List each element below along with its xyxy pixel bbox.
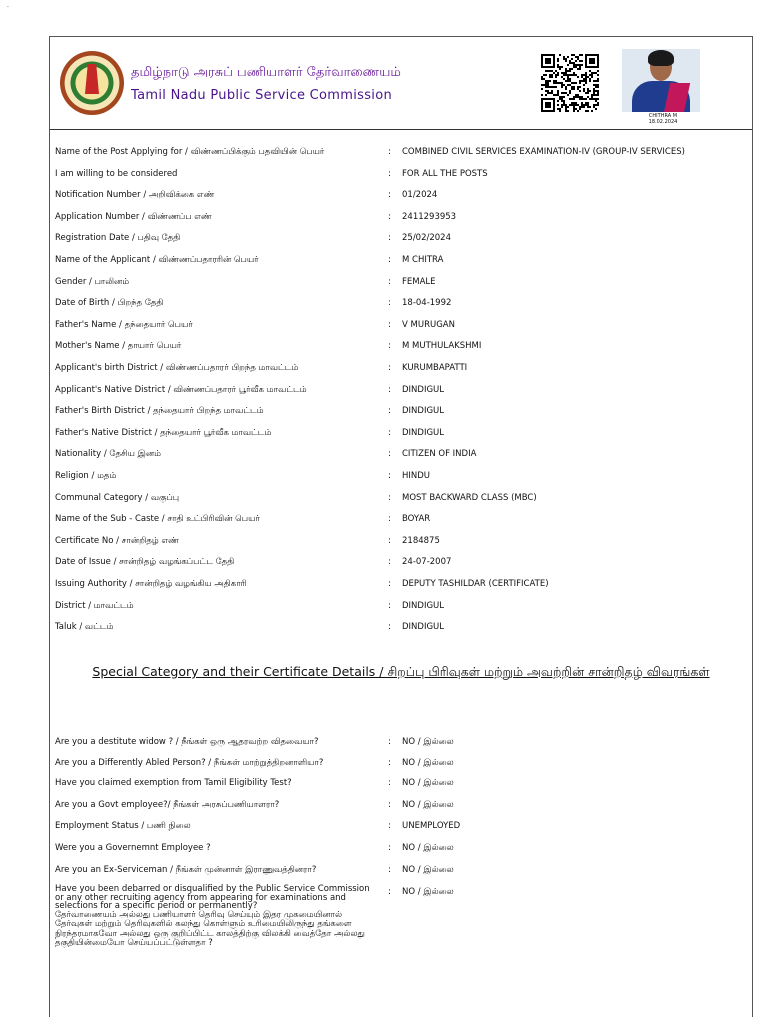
special-category-title: Special Category and their Certificate Details / சிறப்பு பிரிவுகள் மற்றும் அவற்றின் சான்றிதழ் விவரங்கள் [92, 664, 710, 679]
title-english: Tamil Nadu Public Service Commission [131, 88, 392, 103]
field-label: Certificate No / சான்றிதழ் எண் [55, 535, 179, 546]
separator: : [388, 737, 391, 747]
field-value: NO / இல்லை [402, 800, 454, 810]
separator: : [388, 319, 391, 330]
separator: : [388, 887, 391, 897]
field-value: DINDIGUL [402, 622, 445, 633]
field-value: NO / இல்லை [402, 865, 454, 875]
field-value: 01/2024 [402, 190, 438, 201]
separator: : [388, 276, 391, 287]
separator: : [388, 865, 391, 875]
field-label: Registration Date / பதிவு தேதி [55, 233, 181, 244]
field-value: DINDIGUL [402, 600, 445, 611]
qr-code-icon [541, 54, 599, 112]
field-value: M CHITRA [402, 255, 444, 265]
separator: : [388, 449, 391, 460]
field-label: District / மாவட்டம் [55, 600, 134, 611]
separator: : [388, 190, 391, 201]
field-label: Name of the Post Applying for / விண்ணப்பிக்கும் பதவியின் பெயர் [55, 147, 325, 157]
field-label: Applicant's Native District / விண்ணப்பதாரர் பூர்வீக மாவட்டம் [55, 384, 307, 395]
field-label: Were you a Governemnt Employee ? [55, 843, 211, 853]
separator: : [388, 843, 391, 853]
separator: : [388, 427, 391, 438]
separator: : [388, 384, 391, 395]
field-label: I am willing to be considered [55, 168, 178, 179]
header-divider [50, 129, 752, 130]
field-value: NO / இல்லை [402, 758, 454, 768]
field-value: 18-04-1992 [402, 298, 452, 309]
separator: : [388, 800, 391, 810]
debarred-answer: NO / இல்லை [402, 887, 454, 897]
field-value: 25/02/2024 [402, 233, 451, 244]
debarred-question [55, 885, 373, 949]
photo-name: CHITHRA M [648, 113, 678, 119]
separator: : [388, 298, 391, 309]
field-label: Date of Issue / சான்றிதழ் வழங்கப்பட்ட தேதி [55, 557, 235, 568]
field-value: 2184875 [402, 535, 440, 546]
field-label: Father's Name / தந்தையார் பெயர் [55, 319, 193, 330]
field-label: Application Number / விண்ணப்ப எண் [55, 211, 212, 222]
field-label: Communal Category / வகுப்பு [55, 492, 180, 503]
separator: : [388, 778, 391, 788]
separator: : [388, 579, 391, 589]
separator: : [388, 492, 391, 503]
field-value: V MURUGAN [402, 319, 455, 330]
debarred-label-english: Have you been debarred or disqualified by the Public Service Commission or any other recruiting agency from appearing for examinations and selections for a specific period or permanently? [55, 884, 370, 911]
field-label: Applicant's birth District / விண்ணப்பதாரர் பிறந்த மாவட்டம் [55, 363, 299, 373]
applicant-photo [622, 49, 700, 112]
field-label: Issuing Authority / சான்றிதழ் வழங்கிய அதிகாரி [55, 579, 247, 589]
field-value: COMBINED CIVIL SERVICES EXAMINATION-IV (GROUP-IV SERVICES) [402, 147, 685, 157]
field-label: Employment Status / பணி நிலை [55, 821, 191, 831]
field-value: BOYAR [402, 514, 431, 525]
debarred-label-tamil: தேர்வாணையம் அல்லது பணியாளர் தெரிவு செய்யும் இதர முகமையினால் தேர்வுகள் மற்றும் தெரிவுகளில் கலந்து கொள்ளும் உரிமையிலிருந்து தங்களை நிரந்தரமாகவோ அல்லது ஒரு குறிப்பிட்ட காலத்திற்கு விலக்கி வைத்தோ அல்லது தகுதியின்மையோ செய்யப்பட்டுள்ளதா ? [55, 909, 365, 948]
title-tamil: தமிழ்நாடு அரசுப் பணியாளர் தேர்வாணையம் [131, 65, 401, 80]
field-value: DINDIGUL [402, 406, 445, 417]
photo-caption [626, 113, 700, 125]
field-value: CITIZEN OF INDIA [402, 449, 477, 460]
field-label: Name of the Applicant / விண்ணப்பதாரரின் பெயர் [55, 255, 259, 265]
separator: : [388, 341, 391, 352]
field-label: Gender / பாலினம் [55, 276, 130, 287]
header [50, 37, 752, 130]
field-value: NO / இல்லை [402, 843, 454, 853]
field-label: Mother's Name / தாயார் பெயர் [55, 341, 182, 352]
field-value: NO / இல்லை [402, 737, 454, 747]
separator: : [388, 622, 391, 633]
field-value: DINDIGUL [402, 427, 445, 438]
field-value: 24-07-2007 [402, 557, 452, 568]
field-value: UNEMPLOYED [402, 821, 461, 831]
field-label: Date of Birth / பிறந்த தேதி [55, 298, 164, 309]
separator: : [388, 363, 391, 373]
separator: : [388, 211, 391, 222]
page-mark: - [7, 4, 9, 10]
separator: : [388, 406, 391, 417]
separator: : [388, 535, 391, 546]
field-label: Are you a Govt employee?/ நீங்கள் அரசுப்பணியாளரா? [55, 800, 280, 810]
separator: : [388, 471, 391, 481]
separator: : [388, 233, 391, 244]
field-value: FEMALE [402, 276, 436, 287]
separator: : [388, 168, 391, 179]
separator: : [388, 255, 391, 265]
tnpsc-logo-icon [60, 51, 124, 115]
photo-date: 18.02.2024 [648, 119, 678, 125]
separator: : [388, 514, 391, 525]
field-value: FOR ALL THE POSTS [402, 168, 488, 179]
field-label: Are you a Differently Abled Person? / நீங்கள் மாற்றுத்திறனாளியா? [55, 758, 324, 768]
separator: : [388, 600, 391, 611]
field-value: DEPUTY TASHILDAR (CERTIFICATE) [402, 579, 549, 589]
field-value: MOST BACKWARD CLASS (MBC) [402, 492, 537, 503]
field-label: Have you claimed exemption from Tamil Eligibility Test? [55, 778, 292, 788]
field-label: Notification Number / அறிவிக்கை எண் [55, 190, 215, 201]
separator: : [388, 758, 391, 768]
field-value: 2411293953 [402, 211, 457, 222]
field-label: Nationality / தேசிய இனம் [55, 449, 161, 460]
field-label: Name of the Sub - Caste / சாதி உட்பிரிவின் பெயர் [55, 514, 260, 525]
separator: : [388, 821, 391, 831]
field-label: Father's Native District / தந்தையார் பூர்வீக மாவட்டம் [55, 427, 272, 438]
separator: : [388, 147, 391, 157]
field-label: Taluk / வட்டம் [55, 622, 114, 633]
field-value: HINDU [402, 471, 431, 481]
separator: : [388, 557, 391, 568]
field-value: NO / இல்லை [402, 778, 454, 788]
field-value: M MUTHULAKSHMI [402, 341, 482, 352]
application-sheet [49, 36, 753, 1017]
field-label: Are you a destitute widow ? / நீங்கள் ஒரு ஆதரவற்ற விதவையா? [55, 737, 319, 747]
field-label: Father's Birth District / தந்தையார் பிறந்த மாவட்டம் [55, 406, 264, 417]
field-label: Are you an Ex-Serviceman / நீங்கள் முன்னாள் இராணுவத்தினரா? [55, 865, 317, 875]
field-value: DINDIGUL [402, 384, 445, 395]
field-label: Religion / மதம் [55, 471, 117, 481]
field-value: KURUMBAPATTI [402, 363, 468, 373]
